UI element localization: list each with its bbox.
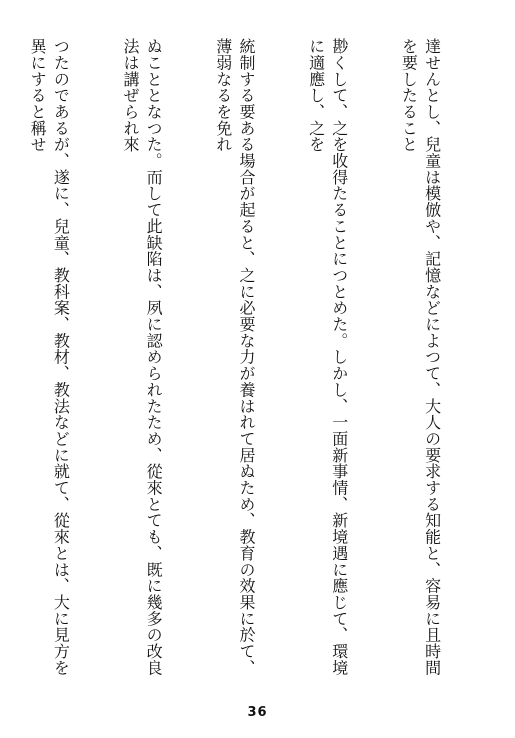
page-number: 36 [247,705,268,720]
vertical-body-text [28,38,490,688]
text-column: 統制する要ある場合が起ると、之に必要な力が養はれて居ぬため、教育の效果に於て、薄弱なるを免れ [213,38,256,676]
text-column: つたのであるが、遂に、兒童、教科案、教材、教法などに就て、從來とは、大に見方を異にすると稱せ [28,38,71,676]
text-column: 尠くして、之を收得たることにつとめた。しかし、一面新事情、新境遇に應じて、環境に適應し、之を [306,38,349,676]
text-column: ぬこととなつた。而して此缺陷は、夙に認められたため、從來とても、既に幾多の改良法は講ぜられ來 [120,38,164,676]
text-column: 達せんとし、兒童は模倣や、記憶などによつて、大人の要求する知能と、容易に且時間を要したること [399,38,442,676]
